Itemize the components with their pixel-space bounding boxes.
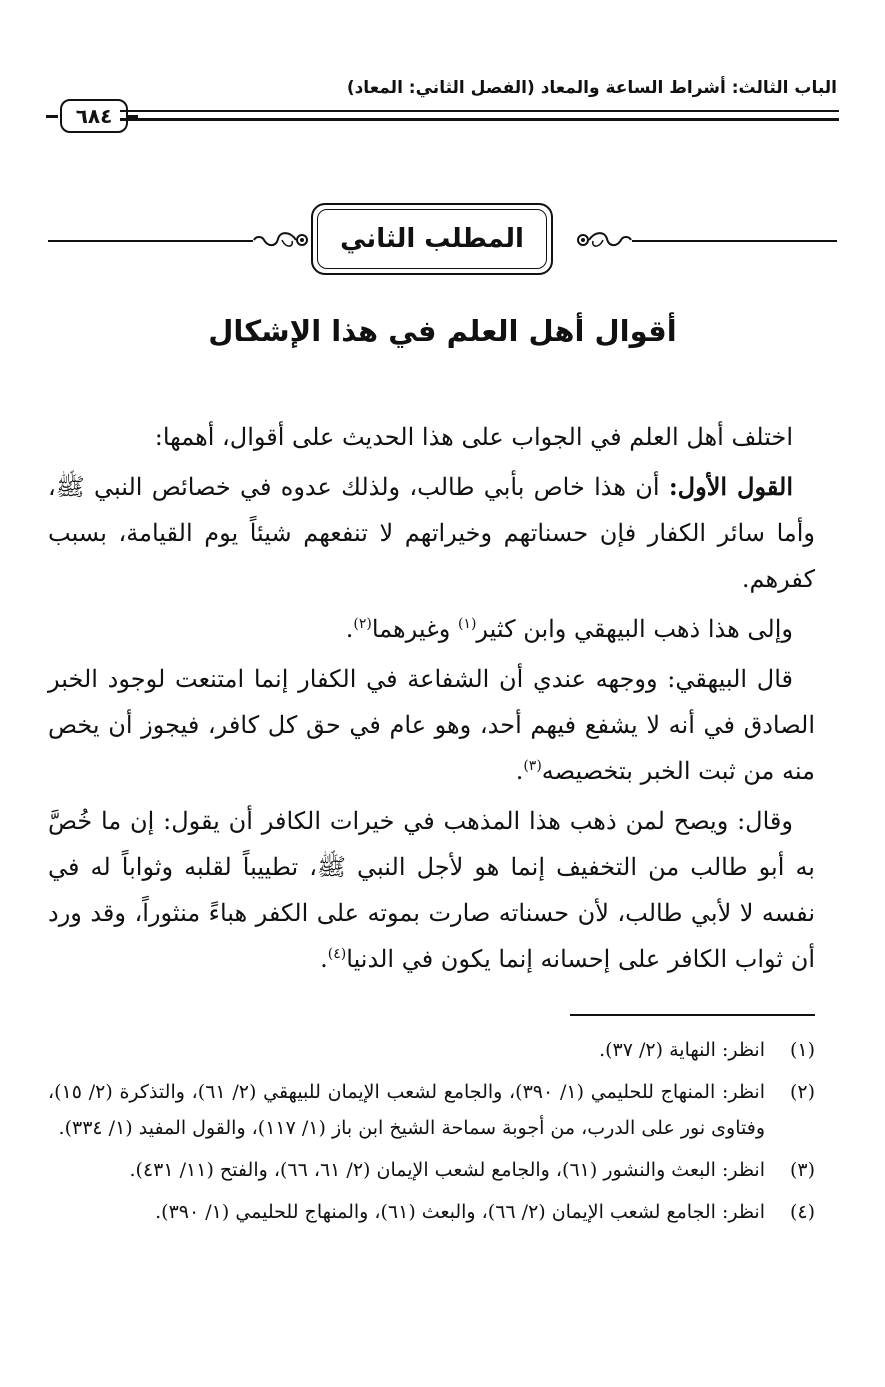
footnote-ref-3[interactable]: (٣): [523, 758, 542, 774]
ornament-line-right: [632, 240, 837, 242]
footnote-number: (٣): [789, 1159, 815, 1181]
footnote-item: [48, 1152, 815, 1188]
bayhaqi-quote-end: .: [515, 757, 524, 785]
section-heading-ornament: [48, 203, 837, 277]
ornament-flourish-right-icon: [577, 227, 633, 253]
footnote-text: انظر: النهاية (٢/ ٣٧).: [599, 1039, 765, 1061]
footnotes: [48, 1032, 815, 1236]
footnote-item: [48, 1194, 815, 1230]
running-header-title: الباب الثالث: أشراط الساعة والمعاد (الفصل الثاني: المعاد): [346, 78, 837, 98]
footnote-separator: [570, 1014, 815, 1016]
header-double-rule: [120, 110, 839, 122]
footnote-number: (١): [789, 1039, 815, 1061]
paragraph-further-quote: [48, 798, 815, 982]
section-subtitle: أقوال أهل العلم في هذا الإشكال: [208, 314, 677, 348]
footnote-item: [48, 1074, 815, 1146]
footnote-text: انظر: الجامع لشعب الإيمان (٢/ ٦٦)، والبعث (٦١)، والمنهاج للحليمي (١/ ٣٩٠).: [155, 1201, 765, 1223]
footnote-ref-1[interactable]: (١): [457, 616, 477, 632]
ornament-line-left: [48, 240, 253, 242]
ornament-flourish-left-icon: [252, 227, 308, 253]
first-opinion-text: أن هذا خاص بأبي طالب، ولذلك عدوه في خصائص النبي ﷺ، وأما سائر الكفار فإن حسناتهم وخيراتهم لا تنفعهم شيئاً يوم القيامة، بسبب كفرهم.: [48, 473, 815, 593]
scholars-end: .: [345, 615, 354, 643]
section-title-frame: [311, 203, 553, 275]
footnote-text: انظر: المنهاج للحليمي (١/ ٣٩٠)، والجامع لشعب الإيمان للبيهقي (٢/ ٦١)، والتذكرة (٢/ ١٥)، وفتاوى نور على الدرب، من أجوبة سماحة الشيخ ابن باز (١/ ١١٧)، والقول المفيد (١/ ٣٣٤).: [48, 1081, 765, 1139]
first-opinion-lead: القول الأول:: [668, 472, 793, 501]
footnote-ref-2[interactable]: (٢): [353, 616, 372, 632]
page-number: ٦٨٤: [60, 99, 128, 133]
section-title: المطلب الثاني: [340, 224, 524, 254]
paragraph-bayhaqi-quote: [48, 656, 815, 794]
page-number-frame: [46, 99, 138, 133]
footnote-item: [48, 1032, 815, 1068]
scholars-text-b: وغيرهما: [371, 615, 458, 643]
paragraph-intro: اختلف أهل العلم في الجواب على هذا الحديث على أقوال، أهمها:: [154, 423, 793, 451]
body-text: [48, 414, 815, 986]
paragraph-scholars: [48, 606, 815, 652]
footnote-number: (٤): [789, 1201, 815, 1223]
scholars-text-a: وإلى هذا ذهب البيهقي وابن كثير: [476, 615, 793, 643]
further-quote-text: وقال: ويصح لمن ذهب هذا المذهب في خيرات الكافر أن يقول: إن ما خُصَّ به أبو طالب من التخفيف إنما هو لأجل النبي ﷺ، تطييباً لقلبه وثواباً له في نفسه لا لأبي طالب، لأن حسناته صارت بموته على الكفر هباءً منثوراً، وقد ورد أن ثواب الكافر على إحسانه إنما يكون في الدنيا: [48, 807, 815, 973]
further-quote-end: .: [320, 945, 328, 973]
paragraph-first-opinion: [48, 464, 815, 602]
footnote-number: (٢): [789, 1081, 815, 1103]
bayhaqi-quote-text: قال البيهقي: ووجهه عندي أن الشفاعة في الكفار إنما امتنعت لوجود الخبر الصادق في أنه لا يشفع فيهم أحد، وهو عام في حق كل كافر، فيجوز أن يخص منه من ثبت الخبر بتخصيصه: [48, 665, 815, 785]
footnote-ref-4[interactable]: (٤): [327, 946, 347, 962]
footnote-text: انظر: البعث والنشور (٦١)، والجامع لشعب الإيمان (٢/ ٦١، ٦٦)، والفتح (١١/ ٤٣١).: [129, 1159, 765, 1181]
